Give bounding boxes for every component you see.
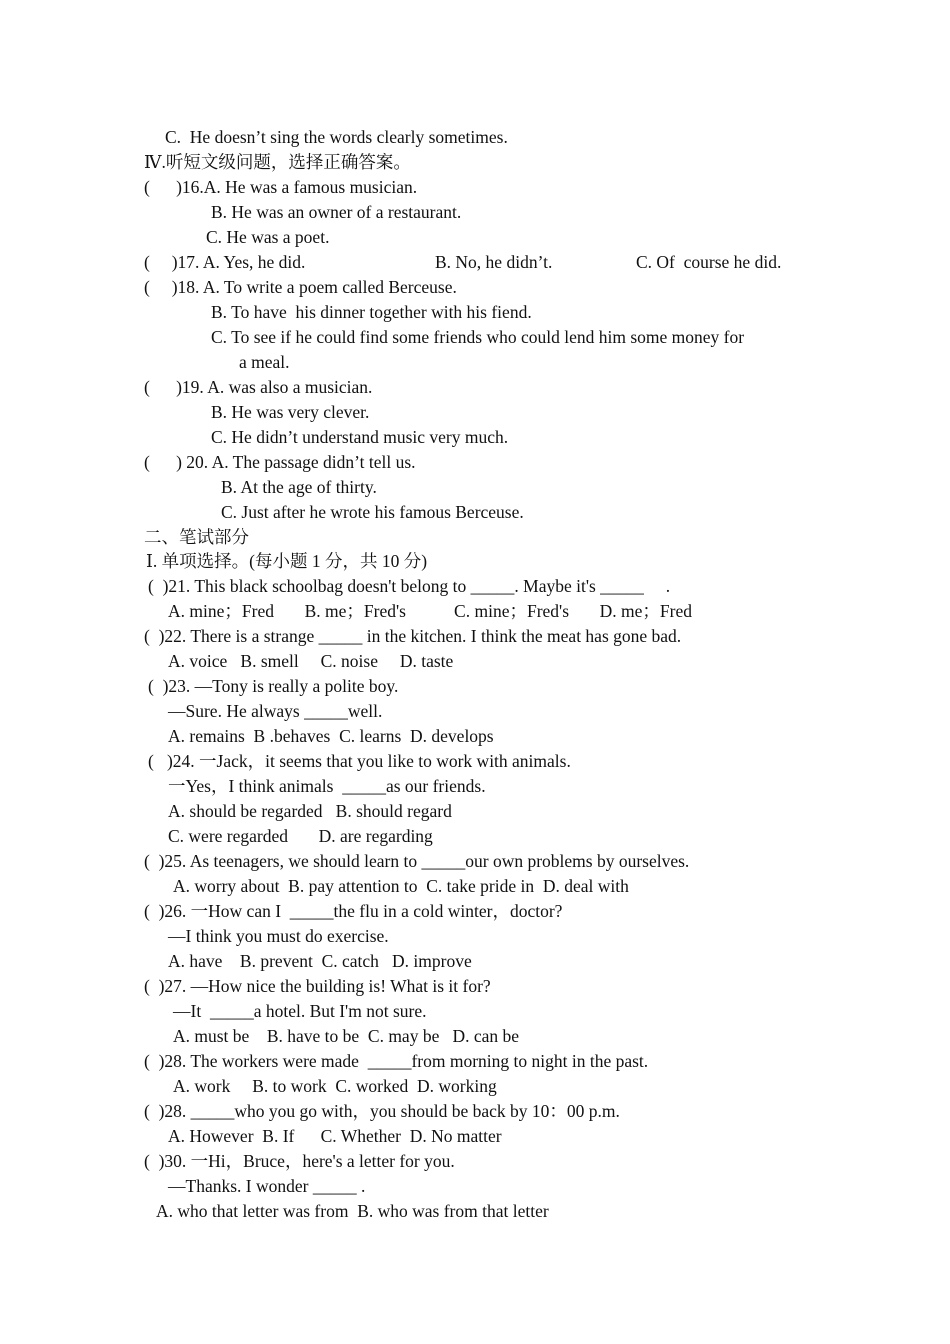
q16-option-c: C. He was a poet. xyxy=(206,227,330,247)
q26-stem: ( )26. 一How can I _____the flu in a cold winter，doctor? xyxy=(144,901,563,921)
q22-options: A. voice B. smell C. noise D. taste xyxy=(168,651,454,671)
q16-option-a: ( )16.A. He was a famous musician. xyxy=(144,177,418,197)
q23-reply: —Sure. He always _____well. xyxy=(168,701,383,721)
q19-option-b: B. He was very clever. xyxy=(211,402,370,422)
q20-option-b: B. At the age of thirty. xyxy=(221,477,377,497)
q27-reply: —It _____a hotel. But I'm not sure. xyxy=(173,1001,427,1021)
section-iv-heading: Ⅳ.听短文级问题，选择正确答案。 xyxy=(144,152,411,172)
q26-options: A. have B. prevent C. catch D. improve xyxy=(168,951,472,971)
q24-options-ab: A. should be regarded B. should regard xyxy=(168,801,452,821)
q18-option-b: B. To have his dinner together with his fiend. xyxy=(211,302,532,322)
q23-options: A. remains B .behaves C. learns D. develops xyxy=(168,726,494,746)
q16-option-b: B. He was an owner of a restaurant. xyxy=(211,202,462,222)
section-i-heading: Ⅰ. 单项选择。(每小题 1 分，共 10 分) xyxy=(146,551,428,571)
q27-options: A. must be B. have to be C. may be D. can be xyxy=(173,1026,520,1046)
q30-reply: —Thanks. I wonder _____ . xyxy=(168,1176,366,1196)
q18-option-c-continued: a meal. xyxy=(239,352,290,372)
q28-options: A. work B. to work C. worked D. working xyxy=(173,1076,497,1096)
q17-option-a: ( )17. A. Yes, he did. xyxy=(144,252,306,272)
q24-stem: ( )24. 一Jack，it seems that you like to work with animals. xyxy=(148,751,571,771)
q17-option-b: B. No, he didn’t. xyxy=(435,252,553,272)
q18-option-a: ( )18. A. To write a poem called Berceuse. xyxy=(144,277,457,297)
q26-reply: —I think you must do exercise. xyxy=(168,926,389,946)
q24-reply: 一Yes，I think animals _____as our friends. xyxy=(168,776,486,796)
q20-option-c: C. Just after he wrote his famous Berceuse. xyxy=(221,502,524,522)
q17-option-c: C. Of course he did. xyxy=(636,252,782,272)
q18-option-c: C. To see if he could find some friends who could lend him some money for xyxy=(211,327,745,347)
q19-option-a: ( )19. A. was also a musician. xyxy=(144,377,373,397)
q19-option-c: C. He didn’t understand music very much. xyxy=(211,427,509,447)
q20-option-a: ( ) 20. A. The passage didn’t tell us. xyxy=(144,452,416,472)
q29-stem: ( )28. _____who you go with，you should be back by 10：00 p.m. xyxy=(144,1101,620,1121)
q29-options: A. However B. If C. Whether D. No matter xyxy=(168,1126,502,1146)
q25-stem: ( )25. As teenagers, we should learn to _____our own problems by ourselves. xyxy=(144,851,690,871)
q23-stem: ( )23. —Tony is really a polite boy. xyxy=(148,676,399,696)
q22-stem: ( )22. There is a strange _____ in the kitchen. I think the meat has gone bad. xyxy=(144,626,682,646)
q21-stem: ( )21. This black schoolbag doesn't belong to _____. Maybe it's _____ . xyxy=(148,576,671,596)
q27-stem: ( )27. —How nice the building is! What is it for? xyxy=(144,976,491,996)
q21-options: A. mine；Fred B. me；Fred's C. mine；Fred's D. me；Fred xyxy=(168,601,692,621)
q30-options: A. who that letter was from B. who was from that letter xyxy=(156,1201,549,1221)
q25-options: A. worry about B. pay attention to C. take pride in D. deal with xyxy=(173,876,629,896)
q28-stem: ( )28. The workers were made _____from morning to night in the past. xyxy=(144,1051,649,1071)
part-two-heading: 二、笔试部分 xyxy=(144,527,249,547)
q30-stem: ( )30. 一Hi，Bruce，here's a letter for you. xyxy=(144,1151,455,1171)
q24-options-cd: C. were regarded D. are regarding xyxy=(168,826,433,846)
q15-option-c: C. He doesn’t sing the words clearly sometimes. xyxy=(165,127,508,147)
